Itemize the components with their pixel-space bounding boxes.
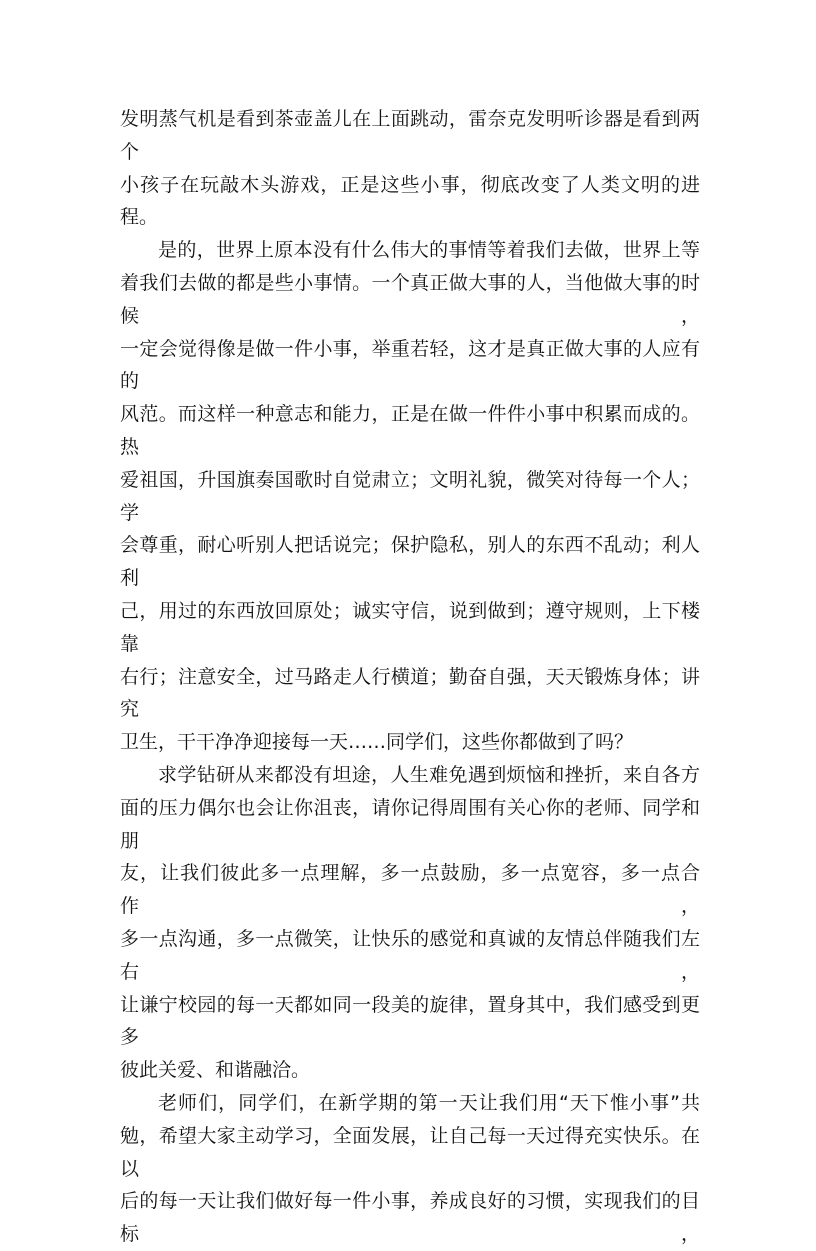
paragraph	[120, 103, 700, 234]
text-line: 己，用过的东西放回原处；诚实守信，说到做到；遵守规则，上下楼靠	[120, 599, 700, 655]
text-line: 爱祖国，升国旗奏国歌时自觉肃立；文明礼貌，微笑对待每一个人；学	[120, 468, 700, 524]
paragraph	[120, 234, 700, 759]
text-line: 着我们去做的都是些小事情。一个真正做大事的人，当他做大事的时候，	[120, 271, 700, 327]
text-line: 让谦宁校园的每一天都如同一段美的旋律，置身其中，我们感受到更多	[120, 993, 700, 1049]
text-line: 勉，希望大家主动学习，全面发展，让自己每一天过得充实快乐。在以	[120, 1124, 700, 1180]
text-line: 求学钻研从来都没有坦途，人生难免遇到烦恼和挫折，来自各方	[158, 763, 700, 786]
text-line: 风范。而这样一种意志和能力，正是在做一件件小事中积累而成的。热	[120, 403, 700, 458]
text-line: 会尊重，耐心听别人把话说完；保护隐私，别人的东西不乱动；利人利	[120, 534, 700, 590]
document-body	[120, 103, 700, 1251]
paragraph	[120, 759, 700, 1087]
text-line: 一定会觉得像是做一件小事，举重若轻，这才是真正做大事的人应有的	[120, 337, 700, 393]
text-line: 卫生，干干净净迎接每一天……同学们，这些你都做到了吗？	[120, 731, 634, 754]
text-line: 多一点沟通，多一点微笑，让快乐的感觉和真诚的友情总伴随我们左右，	[120, 927, 700, 983]
text-line: 老师们，同学们，在新学期的第一天让我们用“天下惟小事”共	[158, 1091, 700, 1114]
text-line: 发明蒸气机是看到茶壶盖儿在上面跳动，雷奈克发明听诊器是看到两个	[120, 108, 700, 163]
paragraph	[120, 1087, 700, 1251]
text-line: 小孩子在玩敲木头游戏，正是这些小事，彻底改变了人类文明的进程。	[120, 173, 700, 229]
text-line: 是的，世界上原本没有什么伟大的事情等着我们去做，世界上等	[158, 239, 700, 262]
text-line: 后的每一天让我们做好每一件小事，养成良好的习惯，实现我们的目标，	[120, 1190, 700, 1246]
text-line: 彼此关爱、和谐融洽。	[120, 1059, 311, 1082]
text-line: 友，让我们彼此多一点理解，多一点鼓励，多一点宽容，多一点合作，	[120, 862, 700, 918]
text-line: 右行；注意安全，过马路走人行横道；勤奋自强，天天锻炼身体；讲究	[120, 665, 700, 721]
text-line: 面的压力偶尔也会让你沮丧，请你记得周围有关心你的老师、同学和朋	[120, 796, 700, 852]
